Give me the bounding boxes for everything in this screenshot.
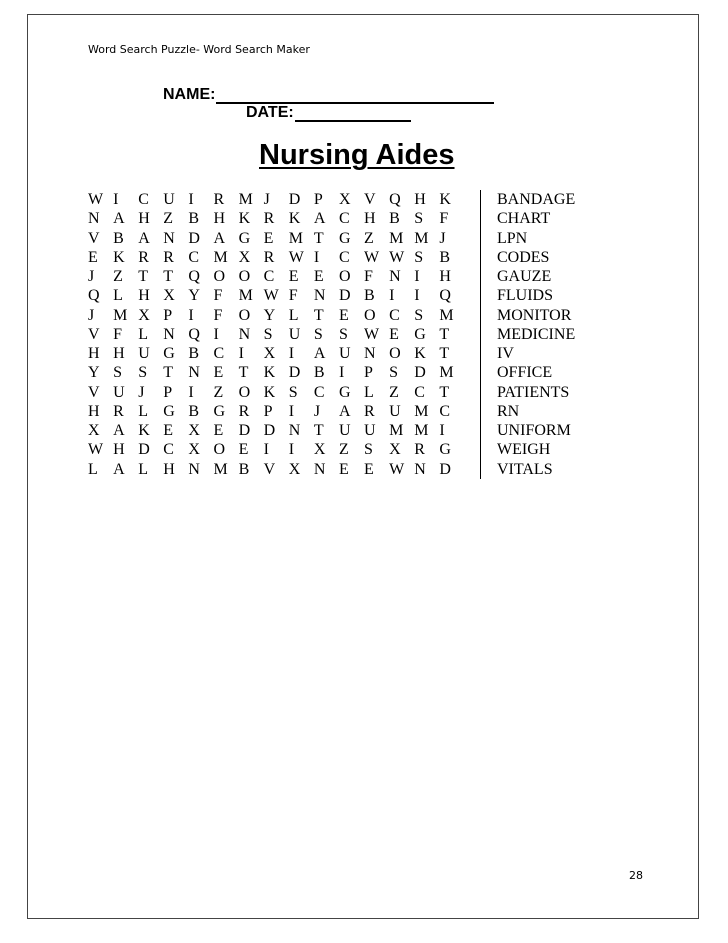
grid-letter: I	[288, 441, 295, 459]
grid-letter: V	[88, 325, 100, 343]
grid-letter: M	[389, 229, 404, 247]
grid-letter: W	[288, 248, 304, 266]
grid-letter: K	[138, 422, 150, 439]
name-blank-line	[216, 88, 494, 104]
word-list-item: MONITOR	[497, 306, 572, 324]
grid-letter: A	[138, 229, 150, 247]
grid-letter: I	[439, 422, 445, 439]
grid-letter: Y	[88, 364, 100, 382]
grid-row	[88, 190, 464, 209]
grid-letter: X	[238, 248, 251, 266]
grid-row	[88, 344, 464, 363]
grid-letter: A	[313, 345, 326, 362]
word-list-item: LPN	[497, 229, 528, 247]
grid-letter: I	[414, 287, 420, 305]
grid-letter: U	[364, 422, 376, 439]
grid-letter: T	[238, 364, 249, 382]
grid-letter: R	[414, 441, 425, 459]
grid-letter: G	[163, 402, 175, 420]
grid-letter: Q	[188, 325, 200, 343]
grid-letter: W	[88, 441, 104, 459]
grid-row	[88, 267, 464, 286]
grid-letter: Y	[263, 306, 276, 324]
grid-letter: Q	[389, 191, 401, 208]
grid-letter: Y	[188, 287, 200, 305]
grid-row	[88, 209, 464, 228]
grid-letter: B	[313, 364, 325, 382]
grid-row	[88, 402, 464, 421]
date-blank-line	[295, 106, 411, 122]
grid-letter: R	[138, 248, 149, 266]
grid-row	[88, 229, 464, 248]
grid-letter: O	[238, 268, 251, 285]
grid-letter: D	[338, 287, 351, 305]
grid-letter: M	[213, 460, 228, 478]
grid-letter: N	[188, 364, 200, 382]
word-list-item: BANDAGE	[497, 191, 576, 208]
grid-letter: L	[113, 287, 123, 305]
grid-letter: N	[313, 287, 326, 305]
grid-letter: H	[439, 268, 451, 285]
grid-letter: V	[88, 229, 100, 247]
grid-letter: S	[138, 364, 148, 382]
grid-letter: I	[288, 402, 295, 420]
grid-letter: S	[113, 364, 122, 382]
grid-letter: S	[414, 306, 424, 324]
grid-letter: V	[88, 383, 100, 401]
grid-letter: L	[88, 460, 98, 478]
word-list	[497, 190, 575, 479]
grid-letter: G	[163, 345, 175, 362]
grid-letter: F	[213, 306, 223, 324]
grid-letter: H	[213, 210, 226, 228]
grid-letter: P	[263, 402, 273, 420]
grid-letter: P	[364, 364, 373, 382]
grid-row	[88, 325, 464, 344]
grid-letter: T	[439, 345, 450, 362]
grid-letter: M	[414, 402, 429, 420]
grid-letter: I	[389, 287, 395, 305]
grid-letter: A	[338, 402, 351, 420]
grid-letter: X	[188, 422, 200, 439]
word-list-item: FLUIDS	[497, 287, 554, 305]
grid-letter: M	[238, 191, 253, 208]
grid-letter: X	[338, 191, 351, 208]
grid-letter: G	[338, 383, 351, 401]
grid-letter: E	[213, 422, 224, 439]
grid-row	[88, 306, 464, 325]
grid-letter: I	[414, 268, 420, 285]
grid-letter: E	[263, 229, 274, 247]
grid-letter: U	[338, 422, 351, 439]
grid-letter: H	[113, 441, 125, 459]
grid-letter: I	[338, 364, 345, 382]
grid-row	[88, 248, 464, 267]
grid-letter: X	[263, 345, 276, 362]
grid-letter: M	[414, 229, 429, 247]
grid-letter: K	[288, 210, 301, 228]
grid-letter: S	[263, 325, 273, 343]
grid-letter: Z	[389, 383, 399, 401]
grid-letter: R	[113, 402, 124, 420]
grid-letter: B	[188, 345, 200, 362]
grid-letter: S	[288, 383, 298, 401]
grid-letter: S	[389, 364, 399, 382]
grid-letter: F	[364, 268, 373, 285]
grid-letter: G	[338, 229, 351, 247]
grid-letter: D	[138, 441, 150, 459]
grid-letter: M	[113, 306, 128, 324]
date-field	[246, 104, 411, 122]
grid-letter: M	[389, 422, 404, 439]
grid-letter: K	[113, 248, 125, 266]
grid-letter: M	[414, 422, 429, 439]
page-header: Word Search Puzzle- Word Search Maker	[88, 43, 310, 56]
puzzle-title: Nursing Aides	[259, 139, 455, 171]
grid-letter: N	[163, 325, 175, 343]
grid-letter: E	[288, 268, 299, 285]
grid-letter: W	[263, 287, 279, 305]
grid-letter: Z	[364, 229, 374, 247]
grid-letter: T	[313, 422, 324, 439]
grid-letter: T	[138, 268, 148, 285]
grid-letter: M	[213, 248, 228, 266]
grid-letter: O	[213, 441, 226, 459]
grid-letter: D	[414, 364, 426, 382]
word-list-item: CODES	[497, 248, 550, 266]
date-label: DATE:	[246, 104, 294, 121]
grid-letter: F	[213, 287, 223, 305]
grid-letter: C	[163, 441, 174, 459]
word-list-item: OFFICE	[497, 364, 553, 382]
grid-letter: H	[113, 345, 125, 362]
grid-letter: M	[238, 287, 253, 305]
grid-letter: T	[163, 364, 174, 382]
grid-letter: Z	[213, 383, 224, 401]
grid-letter: W	[389, 460, 405, 478]
grid-letter: W	[364, 325, 380, 343]
grid-letter: C	[263, 268, 275, 285]
grid-letter: K	[238, 210, 251, 228]
grid-letter: B	[238, 460, 250, 478]
grid-letter: O	[389, 345, 401, 362]
grid-letter: A	[113, 422, 125, 439]
grid-letter: N	[288, 422, 301, 439]
grid-letter: L	[364, 383, 374, 401]
grid-row	[88, 460, 464, 479]
grid-letter: N	[364, 345, 376, 362]
grid-letter: E	[313, 268, 324, 285]
name-label: NAME:	[163, 86, 216, 103]
grid-letter: E	[338, 306, 349, 324]
grid-letter: K	[439, 191, 451, 208]
grid-letter: R	[364, 402, 375, 420]
grid-letter: N	[238, 325, 251, 343]
grid-letter: Q	[88, 287, 100, 305]
grid-letter: W	[364, 248, 380, 266]
grid-letter: J	[138, 383, 145, 401]
grid-letter: Z	[338, 441, 349, 459]
grid-letter: D	[288, 191, 301, 208]
grid-letter: T	[163, 268, 174, 285]
grid-letter: H	[138, 287, 150, 305]
grid-divider	[480, 190, 481, 479]
grid-letter: O	[238, 306, 251, 324]
grid-letter: X	[313, 441, 326, 459]
word-list-item: WEIGH	[497, 441, 551, 459]
grid-letter: Q	[188, 268, 200, 285]
word-list-item: CHART	[497, 210, 551, 228]
word-list-item: RN	[497, 402, 520, 420]
letter-grid	[88, 190, 464, 479]
grid-letter: E	[338, 460, 349, 478]
grid-letter: H	[138, 210, 150, 228]
grid-letter: D	[288, 364, 301, 382]
word-list-item: PATIENTS	[497, 383, 570, 401]
grid-letter: C	[414, 383, 425, 401]
grid-letter: I	[238, 345, 244, 362]
grid-letter: I	[188, 383, 194, 401]
grid-letter: X	[389, 441, 401, 459]
grid-letter: O	[238, 383, 251, 401]
grid-letter: D	[439, 460, 451, 478]
grid-letter: U	[163, 191, 175, 208]
grid-letter: N	[313, 460, 326, 478]
grid-letter: N	[88, 210, 100, 228]
word-list-item: VITALS	[497, 460, 553, 478]
grid-letter: H	[163, 460, 175, 478]
grid-letter: O	[364, 306, 376, 324]
grid-letter: H	[414, 191, 426, 208]
grid-letter: B	[389, 210, 400, 228]
grid-letter: P	[163, 306, 173, 324]
grid-letter: U	[338, 345, 351, 362]
grid-letter: X	[163, 287, 175, 305]
grid-letter: R	[263, 210, 275, 228]
word-list-item: GAUZE	[497, 268, 552, 285]
grid-letter: Z	[113, 268, 123, 285]
grid-letter: L	[138, 325, 148, 343]
grid-letter: B	[113, 229, 124, 247]
grid-letter: S	[364, 441, 373, 459]
grid-letter: E	[364, 460, 374, 478]
word-list-item: MEDICINE	[497, 325, 576, 343]
grid-letter: V	[364, 191, 376, 208]
grid-letter: B	[188, 210, 200, 228]
grid-letter: J	[313, 402, 321, 420]
grid-letter: I	[188, 191, 194, 208]
grid-letter: D	[188, 229, 200, 247]
grid-letter: E	[238, 441, 249, 459]
grid-letter: P	[313, 191, 323, 208]
grid-letter: N	[414, 460, 426, 478]
grid-letter: O	[338, 268, 351, 285]
grid-letter: Q	[439, 287, 451, 305]
grid-letter: Z	[163, 210, 174, 228]
grid-letter: L	[288, 306, 299, 324]
grid-letter: O	[213, 268, 226, 285]
grid-letter: H	[88, 345, 100, 362]
grid-letter: H	[88, 402, 100, 420]
grid-letter: R	[163, 248, 174, 266]
grid-letter: N	[163, 229, 175, 247]
page-number: 28	[629, 869, 643, 882]
grid-letter: A	[313, 210, 326, 228]
grid-letter: V	[263, 460, 276, 478]
grid-row	[88, 383, 464, 402]
word-list-item: UNIFORM	[497, 422, 571, 439]
grid-letter: S	[414, 248, 424, 266]
word-list-item: IV	[497, 345, 514, 362]
grid-letter: B	[439, 248, 450, 266]
grid-letter: I	[213, 325, 219, 343]
grid-letter: I	[263, 441, 269, 459]
grid-letter: R	[263, 248, 275, 266]
grid-letter: C	[213, 345, 225, 362]
grid-letter: J	[263, 191, 270, 208]
grid-letter: T	[313, 229, 324, 247]
grid-letter: N	[389, 268, 401, 285]
name-field	[163, 86, 494, 104]
grid-letter: B	[364, 287, 375, 305]
grid-letter: B	[188, 402, 200, 420]
grid-letter: G	[439, 441, 451, 459]
grid-letter: X	[138, 306, 150, 324]
grid-letter: X	[288, 460, 301, 478]
grid-letter: E	[213, 364, 224, 382]
grid-row	[88, 363, 464, 382]
grid-letter: R	[238, 402, 250, 420]
grid-letter: C	[313, 383, 325, 401]
grid-letter: T	[439, 325, 450, 343]
grid-letter: U	[113, 383, 125, 401]
grid-letter: S	[313, 325, 323, 343]
grid-letter: D	[263, 422, 276, 439]
grid-letter: I	[113, 191, 119, 208]
grid-letter: W	[389, 248, 405, 266]
grid-letter: P	[163, 383, 173, 401]
grid-letter: F	[439, 210, 449, 228]
grid-letter: X	[188, 441, 200, 459]
grid-letter: G	[238, 229, 251, 247]
grid-letter: F	[113, 325, 122, 343]
grid-letter: T	[313, 306, 324, 324]
grid-row	[88, 286, 464, 305]
grid-letter: C	[188, 248, 200, 266]
grid-letter: E	[389, 325, 399, 343]
grid-letter: J	[88, 306, 95, 324]
grid-letter: A	[213, 229, 226, 247]
grid-letter: R	[213, 191, 225, 208]
grid-letter: X	[88, 422, 100, 439]
grid-letter: G	[414, 325, 426, 343]
grid-letter: I	[288, 345, 295, 362]
grid-letter: M	[288, 229, 303, 247]
grid-letter: D	[238, 422, 251, 439]
grid-letter: M	[439, 306, 454, 324]
grid-letter: C	[338, 210, 350, 228]
grid-letter: F	[288, 287, 298, 305]
grid-letter: C	[138, 191, 149, 208]
grid-letter: A	[113, 210, 125, 228]
grid-letter: M	[439, 364, 454, 382]
grid-letter: C	[389, 306, 400, 324]
grid-letter: C	[439, 402, 450, 420]
grid-letter: T	[439, 383, 450, 401]
grid-letter: U	[288, 325, 301, 343]
grid-letter: A	[113, 460, 125, 478]
grid-row	[88, 421, 464, 440]
grid-letter: I	[188, 306, 194, 324]
grid-letter: E	[163, 422, 174, 439]
grid-letter: K	[263, 364, 276, 382]
grid-letter: H	[364, 210, 376, 228]
grid-letter: K	[263, 383, 276, 401]
grid-letter: J	[88, 268, 95, 285]
grid-letter: S	[338, 325, 348, 343]
grid-letter: L	[138, 460, 148, 478]
grid-letter: K	[414, 345, 426, 362]
grid-row	[88, 440, 464, 459]
grid-letter: S	[414, 210, 424, 228]
grid-letter: U	[389, 402, 401, 420]
grid-letter: I	[313, 248, 320, 266]
grid-letter: W	[88, 191, 104, 208]
grid-letter: J	[439, 229, 446, 247]
grid-letter: G	[213, 402, 226, 420]
grid-letter: C	[338, 248, 350, 266]
grid-letter: L	[138, 402, 148, 420]
grid-letter: E	[88, 248, 98, 266]
grid-letter: N	[188, 460, 200, 478]
grid-letter: U	[138, 345, 150, 362]
